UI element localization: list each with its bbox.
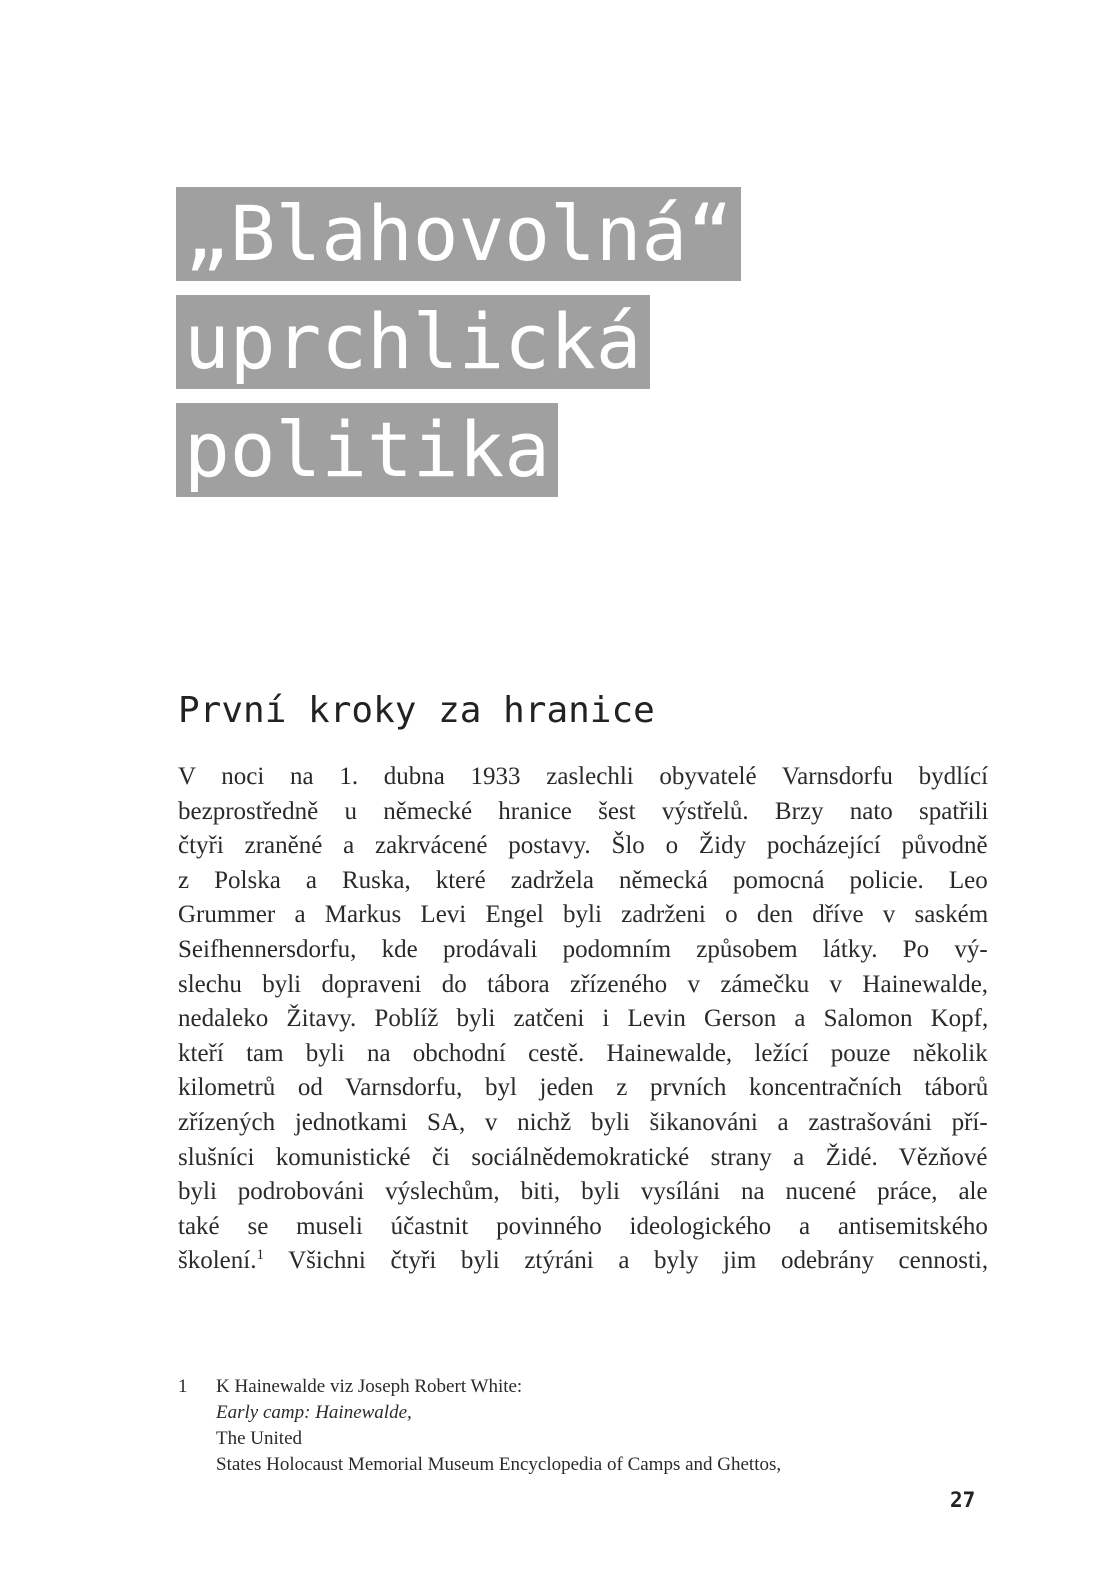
footnote-reference[interactable]: 1: [256, 1247, 264, 1264]
chapter-title-line-3: politika: [176, 403, 558, 497]
body-line: z Polska a Ruska, které zadržela německá pomocná policie. Leo: [178, 866, 988, 894]
body-line: byli podrobováni výslechům, biti, byli vysíláni na nucené práce, ale: [178, 1178, 988, 1206]
body-line: zřízených jednotkami SA, v nichž byli šikanováni a zastrašováni pří-: [178, 1108, 988, 1136]
body-line-end: Všichni čtyři byli ztýráni a byly jim odebrány cennosti,: [263, 1247, 989, 1275]
footnote-text: [216, 1374, 958, 1478]
body-line-start: školení.: [178, 1247, 257, 1275]
body-line: bezprostředně u německé hranice šest výstřelů. Brzy nato spatřili: [178, 797, 989, 825]
body-line: Grummer a Markus Levi Engel byli zadrženi o den dříve v saském: [178, 901, 989, 929]
body-paragraph: [178, 760, 988, 1279]
body-line: Seifhennersdorfu, kde prodávali podomním způsobem látky. Po vý-: [178, 935, 988, 963]
footnote-line-2: States Holocaust Memorial Museum Encyclopedia of Camps and Ghettos,: [216, 1454, 782, 1475]
section-heading: První kroky za hranice: [178, 690, 655, 731]
chapter-title: [176, 187, 741, 511]
page-number: 27: [950, 1488, 976, 1512]
footnote-line-1: [216, 1374, 958, 1452]
body-line: slechu byli dopraveni do tábora zřízeného v zámečku v Hainewalde,: [178, 970, 989, 998]
body-line: V noci na 1. dubna 1933 zaslechli obyvatelé Varnsdorfu bydlící: [178, 763, 989, 790]
chapter-title-line-1: „Blahovolná“: [176, 187, 741, 281]
body-line: slušníci komunistické či sociálnědemokratické strany a Židé. Vězňové: [178, 1143, 988, 1171]
footnote-line-1-suffix: The United: [216, 1428, 303, 1449]
body-line: nedaleko Žitavy. Poblíž byli zatčeni i Levin Gerson a Salomon Kopf,: [178, 1005, 989, 1033]
body-line: kteří tam byli na obchodní cestě. Hainewalde, ležící pouze několik: [178, 1039, 988, 1067]
footnote-number: 1: [178, 1376, 188, 1397]
footnote-line-1-prefix: K Hainewalde viz Joseph Robert White:: [216, 1376, 523, 1397]
footnote: [178, 1374, 958, 1478]
chapter-title-line-2: uprchlická: [176, 295, 650, 389]
body-line: čtyři zraněné a zakrvácené postavy. Šlo o Židy pocházející původně: [178, 832, 988, 860]
body-line: také se museli účastnit povinného ideologického a antisemitského: [178, 1212, 988, 1240]
body-line-with-footnote-ref: [178, 1244, 988, 1279]
body-line: kilometrů od Varnsdorfu, byl jeden z prvních koncentračních táborů: [178, 1074, 989, 1102]
footnote-cited-title: Early camp: Hainewalde,: [216, 1402, 412, 1423]
